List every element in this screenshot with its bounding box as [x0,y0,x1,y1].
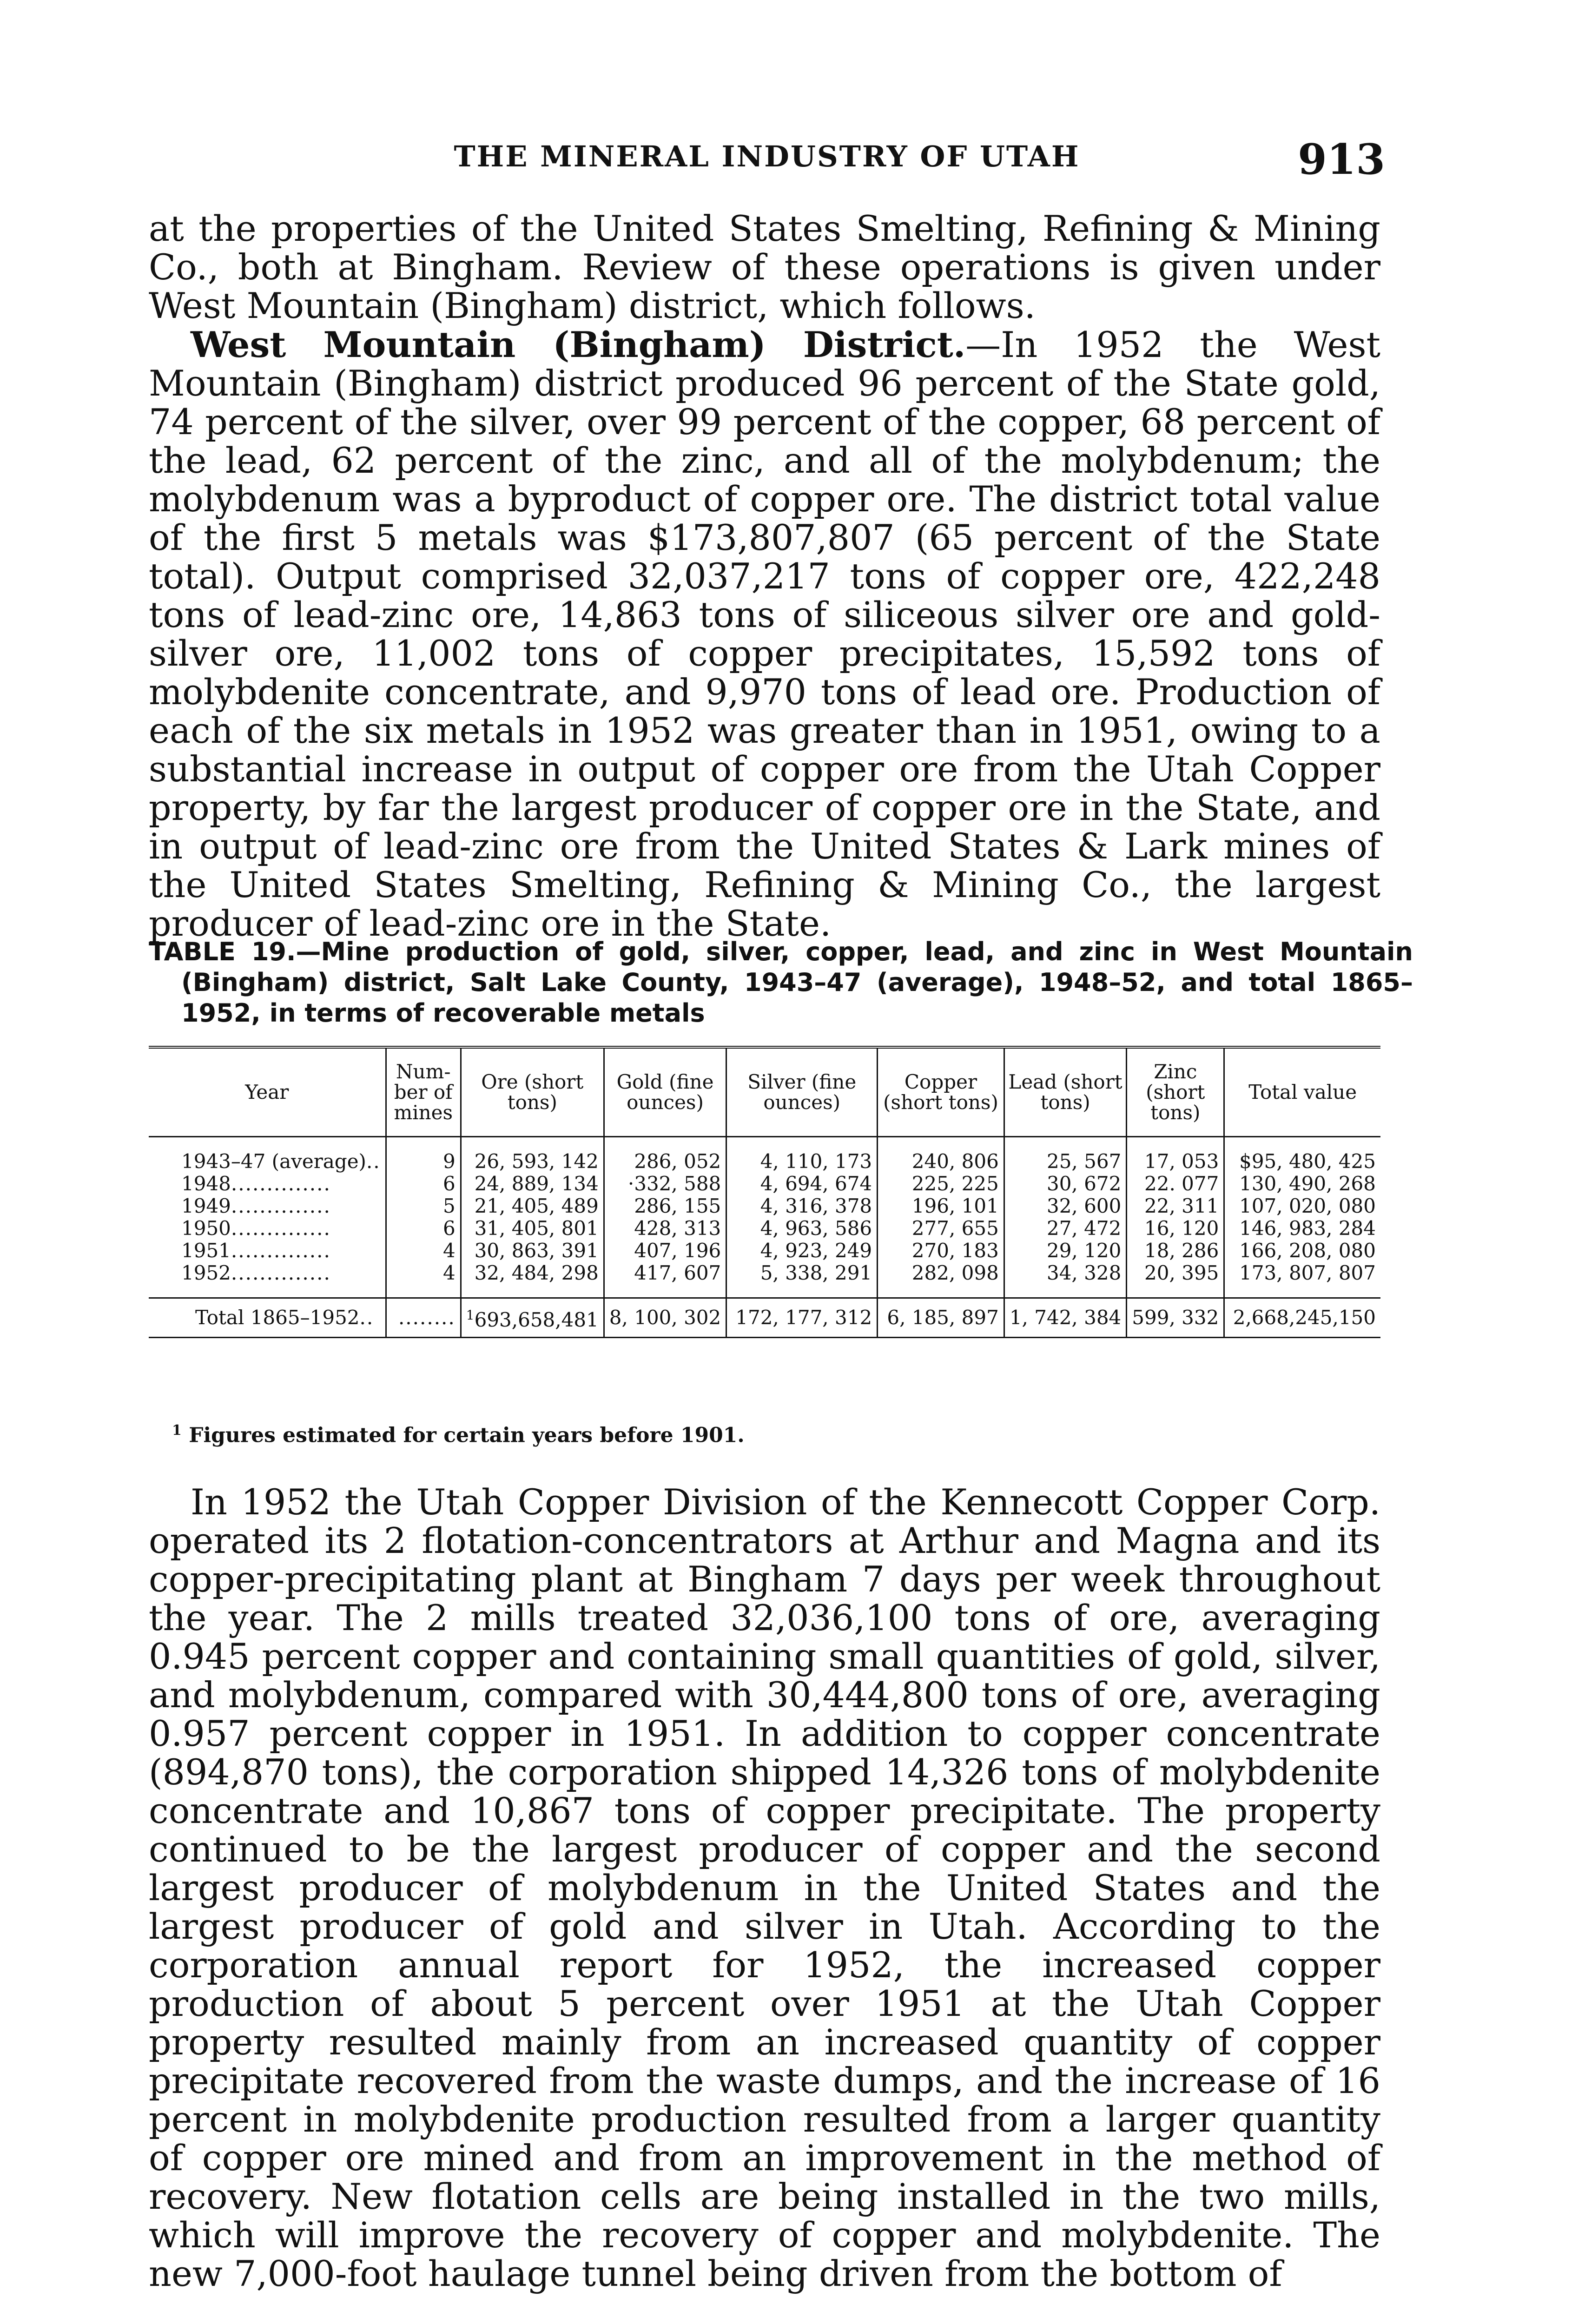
section-run-in-heading: West Mountain (Bingham) District. [191,324,966,365]
gold-cell: 417, 607 [604,1262,726,1298]
column-header: Gold (fine ounces) [604,1049,726,1137]
copper-cell: 196, 101 [878,1195,1004,1217]
column-header: Zinc (short tons) [1127,1049,1224,1137]
table-row [149,1195,1380,1217]
copper-cell: 240, 806 [878,1137,1004,1173]
ore-cell: 32, 484, 298 [461,1262,604,1298]
paragraph-utah-copper: In 1952 the Utah Copper Division of the Kennecott Copper Corp. operated its 2 flotation-concentrators at Arthur and Magna and its copper-precipitating plant at Bingham 7 days per week throughout the year. The 2 mills treated 32,036,100 tons of ore, averaging 0.945 percent copper and containing small quantities of gold, silver, and molybdenum, compared with 30,444,800 tons of ore, averaging 0.957 percent copper in 1951. In addition to copper concentrate (894,870 tons), the corporation shipped 14,326 tons of molybdenite concentrate and 10,867 tons of copper precipitate. The property continued to be the largest producer of copper and the second largest producer of molybdenum in the United States and the largest producer of gold and silver in Utah. According to the corporation annual report for 1952, the increased copper production of about 5 percent over 1951 at the Utah Copper property resulted mainly from an increased quantity of copper precipitate recovered from the waste dumps, and the increase of 16 percent in molybdenite production resulted from a larger quantity of copper ore mined and from an improvement in the method of recovery. New flotation cells are being installed in the two mills, which will improve the recovery of copper and molybdenite. The new 7,000-foot haulage tunnel being driven from the bottom of [149,1481,1380,2294]
column-header: Total value [1224,1049,1380,1137]
ore-cell: 31, 405, 801 [461,1217,604,1240]
paragraph-continued: at the properties of the United States Smelting, Refining & Mining Co., both at Bingham. Review of these operations is given under West Mountain (Bingham) district, which follows. [149,208,1380,326]
running-title: THE MINERAL INDUSTRY OF UTAH [454,139,1080,173]
lead-cell: 32, 600 [1004,1195,1126,1217]
mines-cell: 6 [386,1217,461,1240]
gold-cell: ·332, 588 [604,1173,726,1195]
dot-leader: .. [366,1150,381,1173]
lead-cell: 27, 472 [1004,1217,1126,1240]
lead-cell: 34, 328 [1004,1262,1126,1298]
paragraph-west-mountain-text: —In 1952 the West Mountain (Bingham) district produced 96 percent of the State gold, 74 percent of the silver, over 99 percent of the copper, 68 percent of the lead, 62 percent of the zinc, and all of the molybdenum; the molybdenum was a byproduct of copper ore. The district total value of the first 5 metals was $173,807,807 (65 percent of the State total). Output comprised 32,037,217 tons of copper ore, 422,248 tons of lead-zinc ore, 14,863 tons of siliceous silver ore and gold-silver ore, 11,002 tons of copper precipitates, 15,592 tons of molybdenite concentrate, and 9,970 tons of lead ore. Production of each of the six metals in 1952 was greater than in 1951, owing to a substantial increase in output of copper ore from the Utah Copper property, by far the largest producer of copper ore in the State, and in output of lead-zinc ore from the United States & Lark mines of the United States Smelting, Refining & Mining Co., the largest producer of lead-zinc ore in the State. [149,324,1381,944]
dot-leader: .............. [231,1195,331,1217]
year-cell [149,1137,386,1173]
dot-leader: .............. [231,1172,331,1195]
total-label-cell [149,1298,386,1338]
silver-cell: 172, 177, 312 [726,1298,878,1338]
year-cell [149,1173,386,1195]
value-cell: 107, 020, 080 [1224,1195,1380,1217]
mines-cell: 5 [386,1195,461,1217]
ore-total: 693,658,481 [474,1308,599,1331]
copper-cell: 277, 655 [878,1217,1004,1240]
mines-cell: 6 [386,1173,461,1195]
production-table [149,1049,1380,1338]
mines-cell: 4 [386,1262,461,1298]
zinc-cell: 22, 311 [1127,1195,1224,1217]
dot-leader: .............. [231,1217,331,1240]
table-row [149,1217,1380,1240]
table-row [149,1173,1380,1195]
zinc-cell: 17, 053 [1127,1137,1224,1173]
ore-cell: 26, 593, 142 [461,1137,604,1173]
zinc-cell: 18, 286 [1127,1240,1224,1262]
mines-cell: 4 [386,1240,461,1262]
lead-cell: 1, 742, 384 [1004,1298,1126,1338]
silver-cell: 5, 338, 291 [726,1262,878,1298]
table-caption: TABLE 19.—Mine production of gold, silver, copper, lead, and zinc in West Mountain (Bingham) district, Salt Lake County, 1943–47 (average), 1948–52, and total 1865–1952, in terms of recoverable metals [149,937,1413,1028]
table-header-row [149,1049,1380,1137]
table-footnote [172,1422,745,1447]
silver-cell: 4, 694, 674 [726,1173,878,1195]
dot-leader: .. [359,1306,374,1329]
lead-cell: 30, 672 [1004,1173,1126,1195]
ore-cell: 30, 863, 391 [461,1240,604,1262]
copper-cell: 225, 225 [878,1173,1004,1195]
value-cell: 173, 807, 807 [1224,1262,1380,1298]
table-row [149,1137,1380,1173]
silver-cell: 4, 110, 173 [726,1137,878,1173]
footnote-marker: 1 [172,1422,182,1439]
gold-cell: 407, 196 [604,1240,726,1262]
silver-cell: 4, 923, 249 [726,1240,878,1262]
zinc-cell: 599, 332 [1127,1298,1224,1338]
total-label: Total 1865–1952 [195,1306,360,1329]
dot-leader: ........ [398,1306,456,1329]
gold-cell: 8, 100, 302 [604,1298,726,1338]
value-cell: 166, 208, 080 [1224,1240,1380,1262]
page-number: 913 [1298,135,1385,184]
ore-cell [461,1298,604,1338]
year-label: 1952 [181,1261,231,1284]
year-cell [149,1240,386,1262]
paragraph-west-mountain [149,325,1380,943]
year-label: 1950 [181,1217,231,1240]
table-total-row [149,1298,1380,1338]
value-cell: 2,668,245,150 [1224,1298,1380,1338]
copper-cell: 6, 185, 897 [878,1298,1004,1338]
year-label: 1949 [181,1195,231,1217]
table-container [149,1046,1380,1338]
year-label: 1948 [181,1172,231,1195]
value-cell: 130, 490, 268 [1224,1173,1380,1195]
year-cell [149,1262,386,1298]
gold-cell: 286, 155 [604,1195,726,1217]
dot-leader: .............. [231,1239,331,1262]
footnote-text: Figures estimated for certain years before 1901. [189,1423,745,1447]
column-header: Silver (fine ounces) [726,1049,878,1137]
gold-cell: 286, 052 [604,1137,726,1173]
column-header: Year [149,1049,386,1137]
table-row [149,1240,1380,1262]
zinc-cell: 20, 395 [1127,1262,1224,1298]
lead-cell: 25, 567 [1004,1137,1126,1173]
year-label: 1951 [181,1239,231,1262]
copper-cell: 270, 183 [878,1240,1004,1262]
mines-cell [386,1298,461,1338]
ore-cell: 21, 405, 489 [461,1195,604,1217]
year-label: 1943–47 (average) [181,1150,366,1173]
column-header: Ore (short tons) [461,1049,604,1137]
copper-cell: 282, 098 [878,1262,1004,1298]
lead-cell: 29, 120 [1004,1240,1126,1262]
year-cell [149,1217,386,1240]
column-header: Num- ber of mines [386,1049,461,1137]
dot-leader: .............. [231,1261,331,1284]
silver-cell: 4, 316, 378 [726,1195,878,1217]
column-header: Lead (short tons) [1004,1049,1126,1137]
mines-cell: 9 [386,1137,461,1173]
gold-cell: 428, 313 [604,1217,726,1240]
zinc-cell: 22. 077 [1127,1173,1224,1195]
ore-cell: 24, 889, 134 [461,1173,604,1195]
value-cell: 146, 983, 284 [1224,1217,1380,1240]
table-row [149,1262,1380,1298]
zinc-cell: 16, 120 [1127,1217,1224,1240]
year-cell [149,1195,386,1217]
column-header: Copper (short tons) [878,1049,1004,1137]
value-cell: $95, 480, 425 [1224,1137,1380,1173]
silver-cell: 4, 963, 586 [726,1217,878,1240]
footnote-marker: 1 [466,1307,475,1323]
running-header [149,135,1385,186]
